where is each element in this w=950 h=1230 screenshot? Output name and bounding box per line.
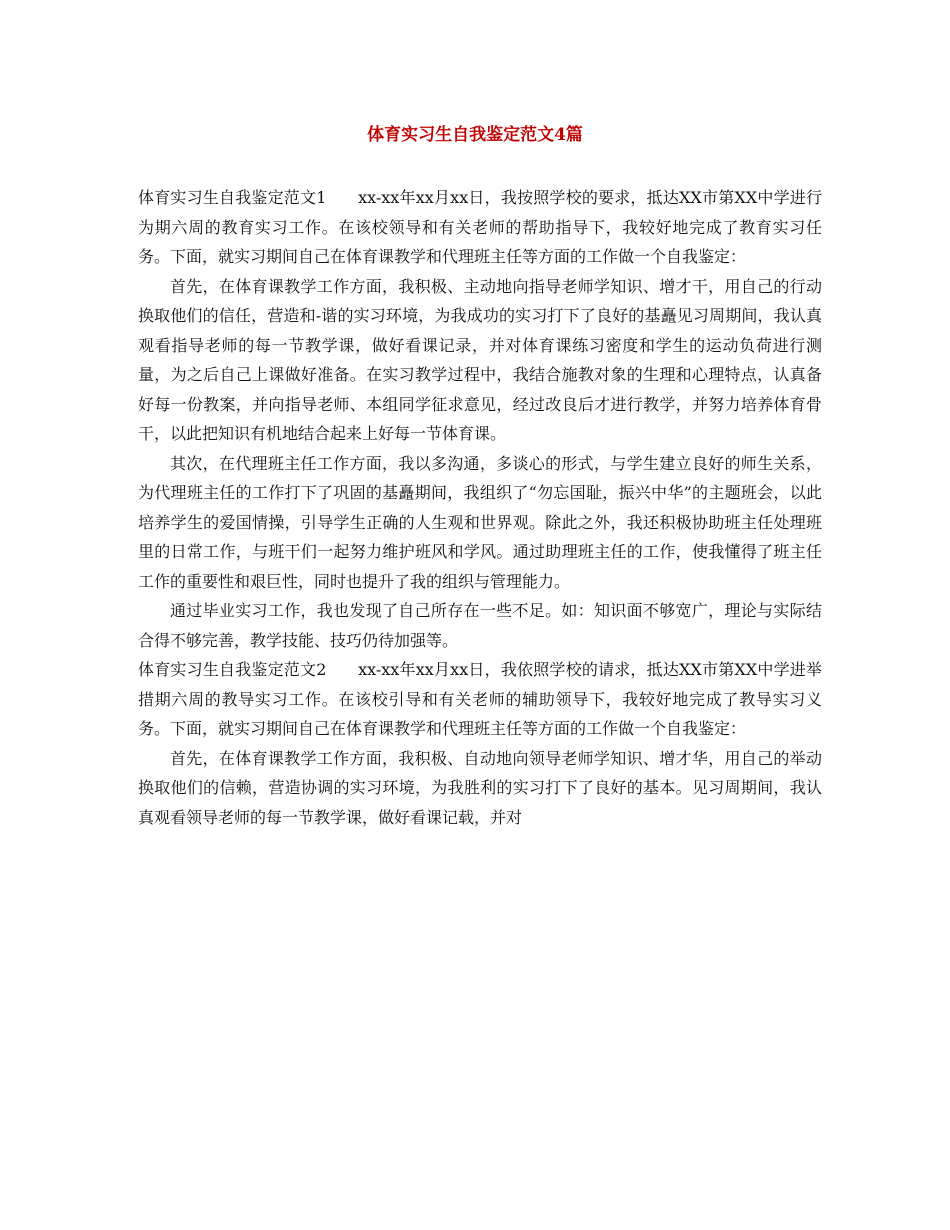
- section-2-paragraph-1: 首先，在体育课教学工作方面，我积极、自动地向领导老师学知识、增才华，用自己的举动换取他们的信赖，营造协调的实习环境，为我胜利的实习打下了良好的基本。见习周期间，我认真观看领导老师的每一节教学课，做好看课记载，并对: [138, 748, 822, 827]
- section-1-lead-text: xx-xx年xx月xx日，我按照学校的要求，抵达XX市第XX中学进行为期六周的教育实习工作。在该校领导和有关老师的帮助指导下，我较好地完成了教育实习任务。下面，就实习期间自己在体育课教学和代理班主任等方面的工作做一个自我鉴定：: [138, 188, 822, 266]
- section-1-lead-paragraph: [138, 183, 822, 272]
- section-1-paragraph-3: 通过毕业实习工作，我也发现了自己所存在一些不足。如：知识面不够宽广，理论与实际结合得不够完善，教学技能、技巧仍待加强等。: [138, 601, 822, 650]
- section-1-paragraph-2: 其次，在代理班主任工作方面，我以多沟通，多谈心的形式，与学生建立良好的师生关系，为代理班主任的工作打下了巩固的基矗期间，我组织了“勿忘国耻，振兴中华”的主题班会，以此培养学生的爱国情操，引导学生正确的人生观和世界观。除此之外，我还积极协助班主任处理班里的日常工作，与班干们一起努力维护班风和学风。通过助理班主任的工作，使我懂得了班主任工作的重要性和艰巨性，同时也提升了我的组织与管理能力。: [138, 453, 822, 591]
- section-2-heading: 体育实习生自我鉴定范文2: [138, 660, 327, 679]
- section-1-paragraph-1: 首先，在体育课教学工作方面，我积极、主动地向指导老师学知识、增才干，用自己的行动换取他们的信任，营造和-谐的实习环境，为我成功的实习打下了良好的基矗见习周期间，我认真观看指导老师的每一节教学课，做好看课记录，并对体育课练习密度和学生的运动负荷进行测量，为之后自己上课做好准备。在实习教学过程中，我结合施教对象的生理和心理特点，认真备好每一份教案，并向指导老师、本组同学征求意见，经过改良后才进行教学，并努力培养体育骨干，以此把知识有机地结合起来上好每一节体育课。: [138, 276, 822, 443]
- section-1-heading: 体育实习生自我鉴定范文1: [138, 188, 327, 207]
- section-2-lead-text: xx-xx年xx月xx日，我依照学校的请求，抵达XX市第XX中学进举措期六周的教导实习工作。在该校引导和有关老师的辅助领导下，我较好地完成了教导实习义务。下面，就实习期间自己在体育课教学和代理班主任等方面的工作做一个自我鉴定：: [138, 660, 822, 738]
- document-title: 体育实习生自我鉴定范文4篇: [367, 125, 583, 145]
- section-2-lead-paragraph: [138, 655, 822, 744]
- document-body: [138, 183, 822, 832]
